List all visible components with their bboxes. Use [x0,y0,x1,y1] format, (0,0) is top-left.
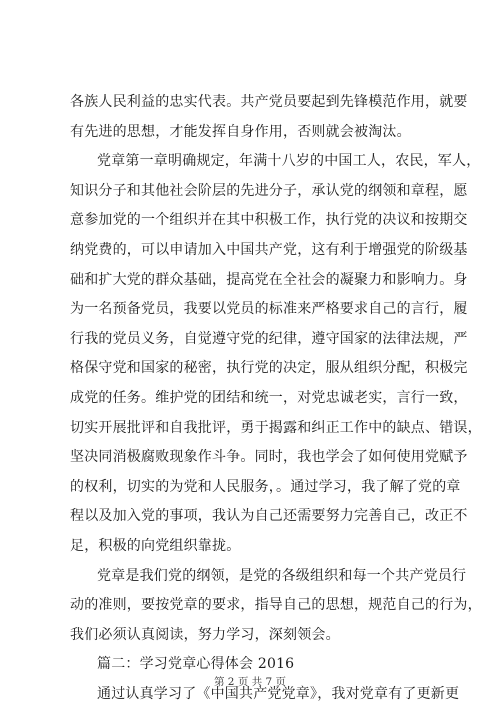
paragraph-start-line: 党章第一章明确规定，年满十八岁的中国工人，农民，军人， [97,153,481,170]
text-line: 各族人民利益的忠实代表。共产党员要起到先锋模范作用，就要 [70,94,468,110]
text-line: 知识分子和其他社会阶层的先进分子，承认党的纲领和章程，愿 [70,182,468,199]
text-line: 纳党费的，可以申请加入中国共产党，这有利于增强党的阶级基 [70,241,468,258]
text-line: 切实开展批评和自我批评，勇于揭露和纠正工作中的缺点、错误， [70,419,482,436]
body-text [70,88,482,709]
text-line: 意参加党的一个组织并在其中积极工作，执行党的决议和按期交 [70,212,468,229]
text-line: 础和扩大党的群众基础，提高党在全社会的凝聚力和影响力。身 [70,271,468,288]
text-line: 的权利，切实的为党和人民服务，。通过学习，我了解了党的章 [70,478,461,495]
text-line: 格保守党和国家的秘密，执行党的决定，服从组织分配，积极完 [70,360,468,377]
text-line: 为一名预备党员，我要以党员的标准来严格要求自己的言行，履 [70,301,468,318]
page-number-footer: 第 2 页 共 7 页 [213,676,287,688]
paragraph-start-line: 通过认真学习了《中国共产党党章》，我对党章有了更新更 [97,685,460,702]
text-line: 行我的党员义务，自觉遵守党的纪律，遵守国家的法律法规，严 [70,330,468,347]
section-heading: 篇二：学习党章心得体会 2016 [97,656,295,673]
paragraph-start-line: 党章是我们党的纲领，是党的各级组织和每一个共产党员行 [97,567,467,584]
text-line: 足，积极的向党组织靠拢。 [70,537,241,554]
text-line: 成党的任务。维护党的团结和统一，对党忠诚老实，言行一致， [70,389,468,406]
text-line: 我们必须认真阅读，努力学习，深刻领会。 [70,626,340,643]
text-line: 有先进的思想，才能发挥自身作用，否则就会被淘汰。 [70,123,411,140]
text-line: 坚决同消极腐败现象作斗争。同时，我也学会了如何使用党赋予 [70,449,468,466]
text-line: 动的准则，要按党章的要求，指导自己的思想，规范自己的行为， [70,597,482,614]
text-line: 程以及加入党的事项，我认为自己还需要努力完善自己，改正不 [70,508,468,525]
